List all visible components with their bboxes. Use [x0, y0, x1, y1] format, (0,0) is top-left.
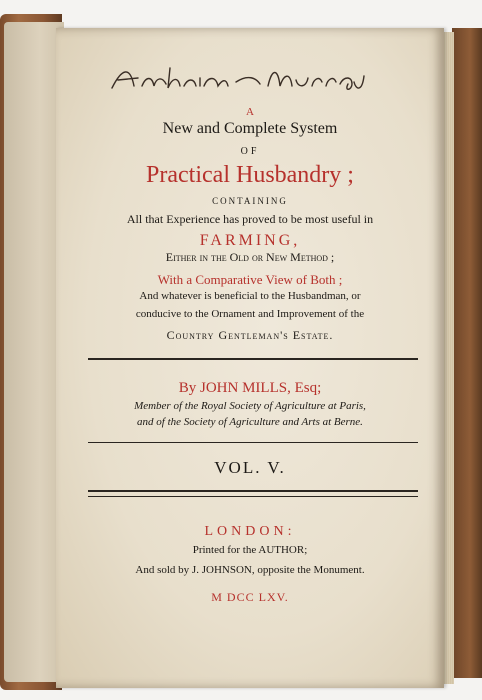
title-farming: FARMING, — [199, 232, 301, 249]
title-beneficial-line: And whatever is beneficial to the Husbandman, or — [139, 290, 361, 302]
title-of: OF — [240, 146, 260, 157]
title-line-1: New and Complete System — [162, 120, 338, 137]
title-comparative-line: With a Comparative View of Both ; — [157, 272, 343, 287]
title-conducive-line: conducive to the Ornament and Improvement of the — [135, 308, 365, 320]
rule-4 — [88, 496, 418, 497]
handwritten-inscription — [108, 64, 368, 94]
title-experience-line: All that Experience has proved to be most useful in — [126, 212, 374, 226]
author-by-line: By JOHN MILLS, Esq; — [178, 380, 322, 396]
title-method-line: Either in the Old or New Method ; — [165, 250, 335, 264]
rule-1 — [88, 358, 418, 360]
imprint-city: LONDON: — [204, 524, 296, 539]
book — [0, 8, 482, 692]
author-membership-2: and of the Society of Agriculture and Arts at Berne. — [137, 416, 363, 428]
author-membership-1: Member of the Royal Society of Agriculture at Paris, — [134, 400, 366, 412]
book-cover-right — [452, 28, 482, 678]
title-containing: CONTAINING — [212, 196, 288, 206]
imprint-year: M DCC LXV. — [211, 590, 289, 604]
rule-2 — [88, 442, 418, 443]
rule-3 — [88, 490, 418, 492]
title-page-text — [56, 28, 444, 688]
title-article: A — [246, 106, 254, 118]
volume-number: VOL. V. — [214, 458, 286, 477]
imprint-sold: And sold by J. JOHNSON, opposite the Monument. — [135, 564, 365, 576]
main-title: Practical Husbandry ; — [146, 162, 354, 188]
imprint-printed: Printed for the AUTHOR; — [192, 544, 308, 556]
title-estate-line: Country Gentleman's Estate. — [166, 328, 334, 342]
flyleaf — [4, 22, 64, 682]
